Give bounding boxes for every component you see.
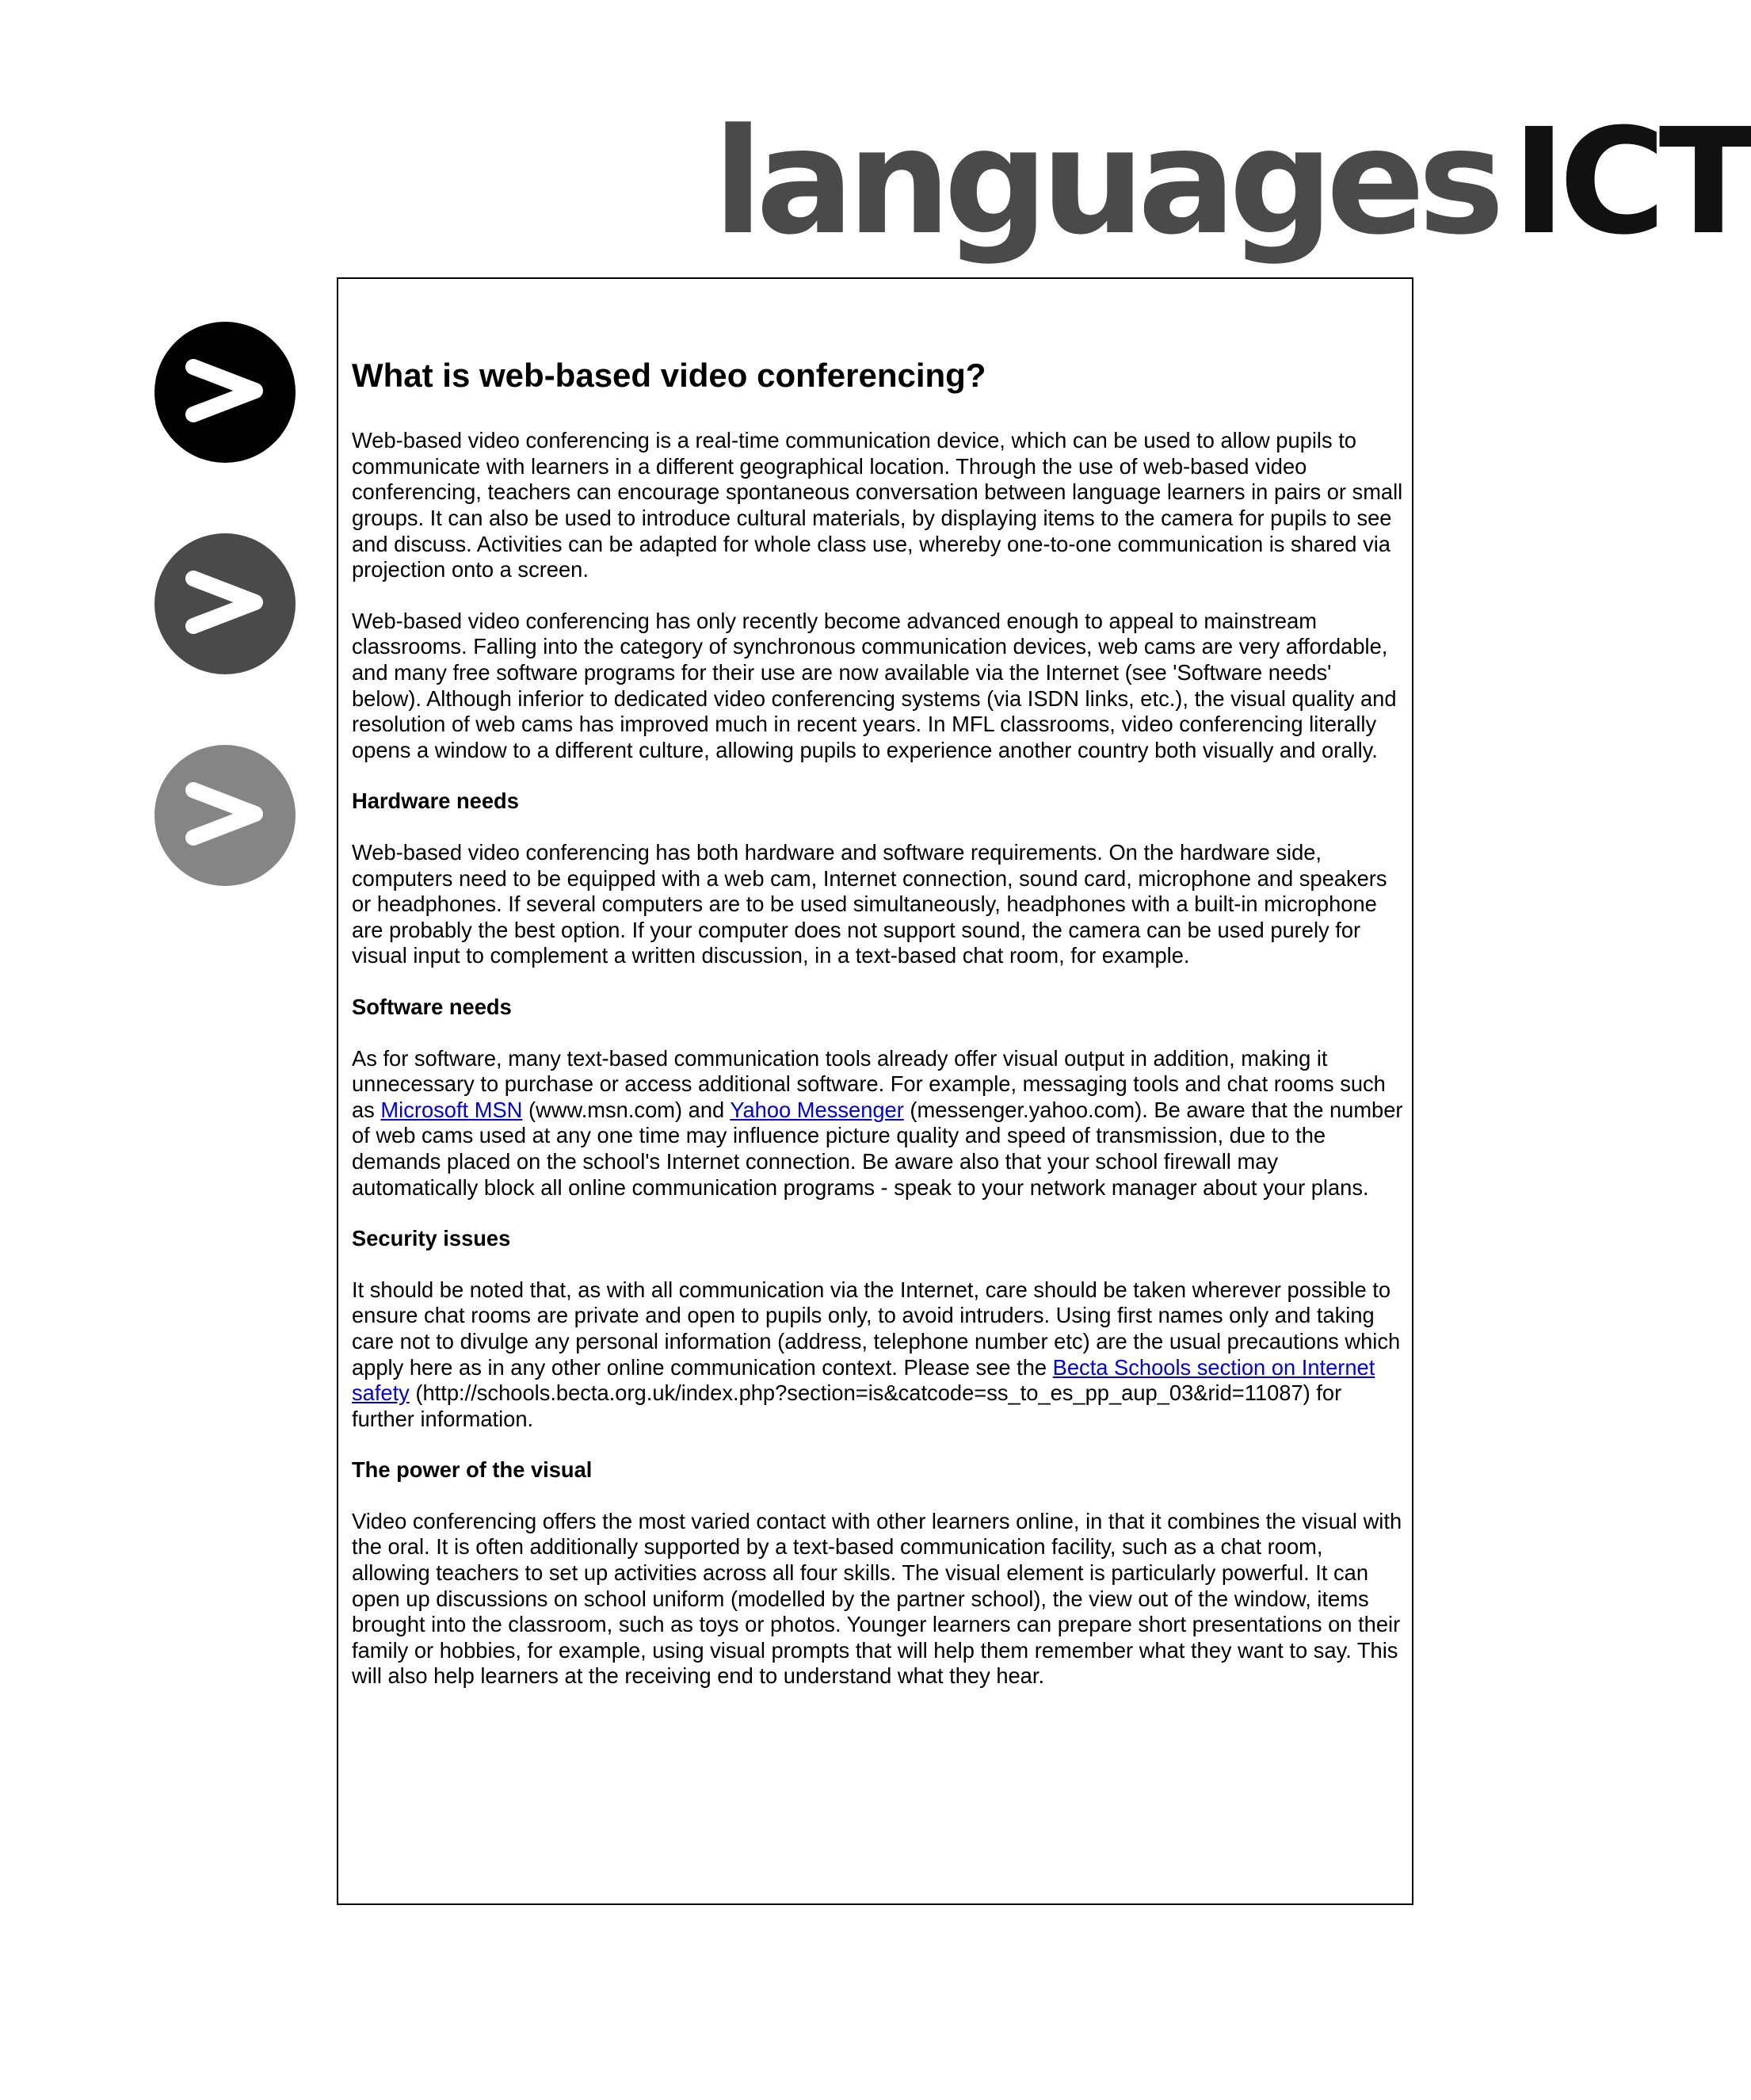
hardware-heading: Hardware needs bbox=[352, 788, 519, 814]
logo-text-ict: ICT bbox=[1512, 97, 1751, 267]
chevron-right-icon bbox=[154, 744, 296, 887]
page-title: What is web-based video conferencing? bbox=[352, 357, 986, 394]
hardware-paragraph: Web-based video conferencing has both hardware and software requirements. On the hardware side, computers need to be equipped with a web cam, Internet connection, sound card, microphone and speakers or headphones. If several computers are to be used simultaneously, headphones with a built-in microphone are probably the best option. If your computer does not support sound, the camera can be used purely for visual input to complement a written discussion, in a text-based chat room, for example. bbox=[352, 840, 1387, 968]
software-text-2: (www.msn.com) and bbox=[522, 1097, 731, 1122]
security-heading: Security issues bbox=[352, 1226, 511, 1251]
security-text-2: (http://schools.becta.org.uk/index.php?section=is&catcode=ss_to_es_pp_aup_03&rid=11087) for further information. bbox=[352, 1380, 1342, 1431]
intro-paragraph-1: Web-based video conferencing is a real-time communication device, which can be used to allow pupils to communicate with learners in a different geographical location. Through the use of web-based video conferencing, teachers can encourage spontaneous conversation between language learners in pairs or small groups. It can also be used to introduce cultural materials, by displaying items to the camera for pupils to see and discuss. Activities can be adapted for whole class use, whereby one-to-one communication is shared via projection onto a screen. bbox=[352, 428, 1403, 582]
content-frame bbox=[337, 277, 1413, 1905]
languages-ict-logo bbox=[713, 97, 1751, 267]
logo-text-languages: languages bbox=[713, 97, 1498, 267]
chevron-right-icon bbox=[154, 321, 296, 464]
microsoft-msn-link[interactable]: Microsoft MSN bbox=[380, 1097, 523, 1122]
software-text-1: As for software, many text-based communication tools already offer visual output in addition, making it unnecessary to purchase or access additional software. For example, messaging tools and chat rooms such as bbox=[352, 1045, 1386, 1122]
software-text-3: (messenger.yahoo.com). Be aware that the number of web cams used at any one time may influence picture quality and speed of transmission, due to the demands placed on the school's Internet connection. Be aware also that your school firewall may automatically block all online communication programs - speak to your network manager about your plans. bbox=[352, 1097, 1403, 1200]
becta-internet-safety-link[interactable]: Becta Schools section on Internet safety bbox=[352, 1354, 1375, 1406]
yahoo-messenger-link[interactable]: Yahoo Messenger bbox=[730, 1097, 904, 1122]
visual-heading: The power of the visual bbox=[352, 1457, 593, 1483]
article-body bbox=[352, 357, 1406, 1715]
intro-paragraph-2: Web-based video conferencing has only recently become advanced enough to appeal to mainstream classrooms. Falling into the category of synchronous communication devices, web cams are very affordable, and many free software programs for their use are now available via the Internet (see 'Software needs' below). Although inferior to dedicated video conferencing systems (via ISDN links, etc.), the visual quality and resolution of web cams has improved much in recent years. In MFL classrooms, video conferencing literally opens a window to a different culture, allowing pupils to experience another country both visually and orally. bbox=[352, 608, 1397, 762]
security-text-1: It should be noted that, as with all communication via the Internet, care should be taken wherever possible to ensure chat rooms are private and open to pupils only, to avoid intruders. Using first names only and taking care not to divulge any personal information (address, telephone number etc) are the usual precautions which apply here as in any other online communication context. Please see the bbox=[352, 1277, 1401, 1380]
visual-paragraph: Video conferencing offers the most varied contact with other learners online, in that it combines the visual with the oral. It is often additionally supported by a text-based communication facility, such as a chat room, allowing teachers to set up activities across all four skills. The visual element is particularly powerful. It can open up discussions on school uniform (modelled by the partner school), the view out of the window, items brought into the classroom, such as toys or photos. Younger learners can prepare short presentations on their family or hobbies, for example, using visual prompts that will help them remember what they want to say. This will also help learners at the receiving end to understand what they hear. bbox=[352, 1508, 1402, 1689]
security-paragraph bbox=[352, 1277, 1406, 1433]
chevron-right-icon bbox=[154, 533, 296, 675]
software-paragraph bbox=[352, 1046, 1406, 1201]
software-heading: Software needs bbox=[352, 994, 512, 1019]
